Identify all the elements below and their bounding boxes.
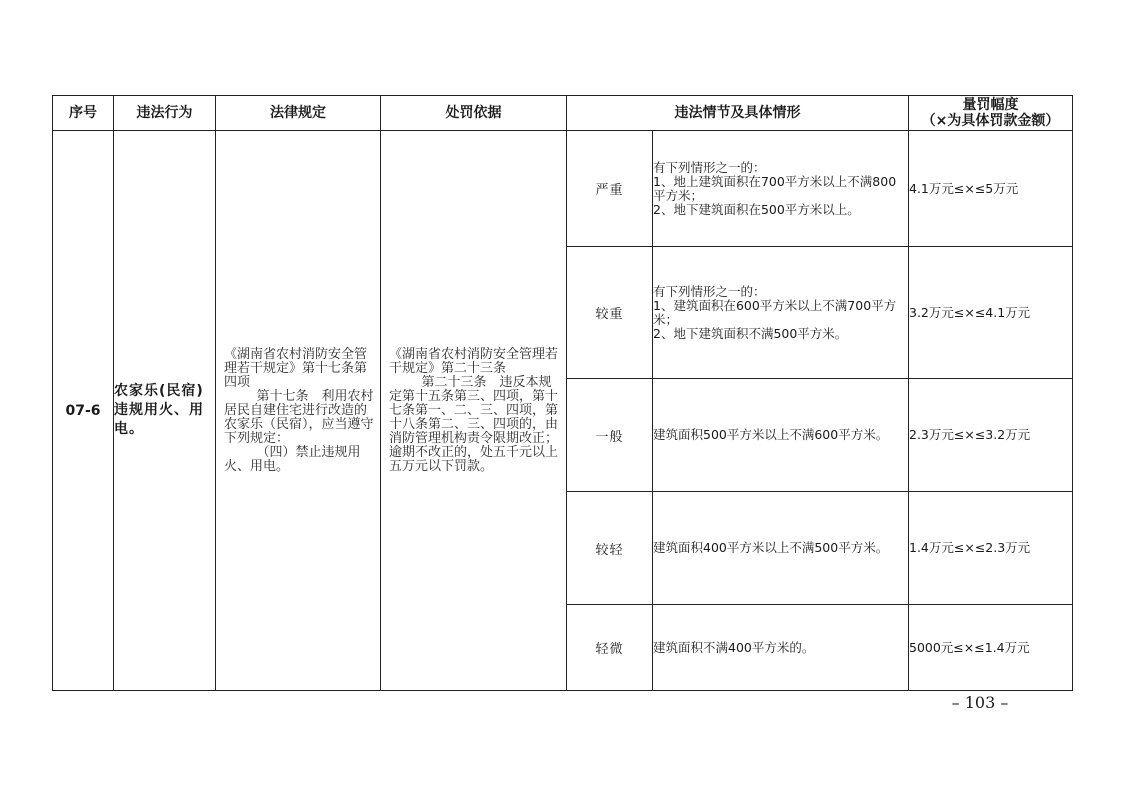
header-law: 法律规定 xyxy=(216,96,381,131)
basis-paragraph: 第二十三条 违反本规定第十五条第三、四项，第十七条第一、二、三、四项，第十八条第二、三、四项的，由消防管理机构责令限期改正；逾期不改正的，处五千元以上五万元以下罚款。 xyxy=(389,374,559,474)
record-basis xyxy=(381,131,567,691)
law-paragraph: 第十七条 利用农村居民自建住宅进行改造的农家乐（民宿），应当遵守下列规定： xyxy=(224,388,374,446)
tier-detail xyxy=(653,492,909,605)
tier-detail xyxy=(653,379,909,492)
tier-detail-line: 2、地下建筑面积不满500平方米。 xyxy=(653,325,848,341)
tier-detail xyxy=(653,605,909,691)
tier-fine: 2.3万元≤×≤3.2万元 xyxy=(909,379,1073,492)
tier-level: 较重 xyxy=(567,247,653,379)
penalty-table xyxy=(52,95,1073,691)
tier-detail xyxy=(653,131,909,247)
tier-level: 一般 xyxy=(567,379,653,492)
header-fine-title: 量罚幅度 xyxy=(962,97,1019,113)
tier-level: 较轻 xyxy=(567,492,653,605)
header-row xyxy=(53,96,1073,131)
table-row xyxy=(53,131,1073,247)
tier-detail-line: 建筑面积不满400平方米的。 xyxy=(653,639,815,655)
tier-level: 严重 xyxy=(567,131,653,247)
tier-detail-line: 1、建筑面积在600平方米以上不满700平方米； xyxy=(653,297,897,327)
basis-paragraph: 《湖南省农村消防安全管理若干规定》第二十三条 xyxy=(389,346,559,376)
tier-fine: 3.2万元≤×≤4.1万元 xyxy=(909,247,1073,379)
header-seq: 序号 xyxy=(53,96,114,131)
record-law xyxy=(216,131,381,691)
tier-fine: 4.1万元≤×≤5万元 xyxy=(909,131,1073,247)
header-basis: 处罚依据 xyxy=(381,96,567,131)
tier-detail xyxy=(653,247,909,379)
tier-detail-line: 有下列情形之一的： xyxy=(653,283,766,299)
tier-level: 轻微 xyxy=(567,605,653,691)
tier-fine: 5000元≤×≤1.4万元 xyxy=(909,605,1073,691)
page-number: – 103 – xyxy=(951,693,1009,712)
header-fine-range xyxy=(909,96,1073,131)
law-paragraph: 《湖南省农村消防安全管理若干规定》第十七条第四项 xyxy=(224,346,368,390)
record-code: 07-6 xyxy=(53,131,114,691)
tier-detail-line: 建筑面积500平方米以上不满600平方米。 xyxy=(653,427,889,442)
record-violation: 农家乐(民宿)违规用火、用电。 xyxy=(114,131,216,691)
header-violation: 违法行为 xyxy=(114,96,216,131)
header-fine-note: （×为具体罚款金额） xyxy=(921,113,1060,129)
tier-detail-line: 1、地上建筑面积在700平方米以上不满800平方米； xyxy=(653,173,897,203)
tier-detail-line: 有下列情形之一的： xyxy=(653,159,766,175)
law-paragraph: （四）禁止违规用火、用电。 xyxy=(224,444,361,474)
tier-fine: 1.4万元≤×≤2.3万元 xyxy=(909,492,1073,605)
tier-detail-line: 2、地下建筑面积在500平方米以上。 xyxy=(653,201,860,217)
tier-detail-line: 建筑面积400平方米以上不满500平方米。 xyxy=(653,540,889,555)
header-circumstances: 违法情节及具体情形 xyxy=(567,96,909,131)
